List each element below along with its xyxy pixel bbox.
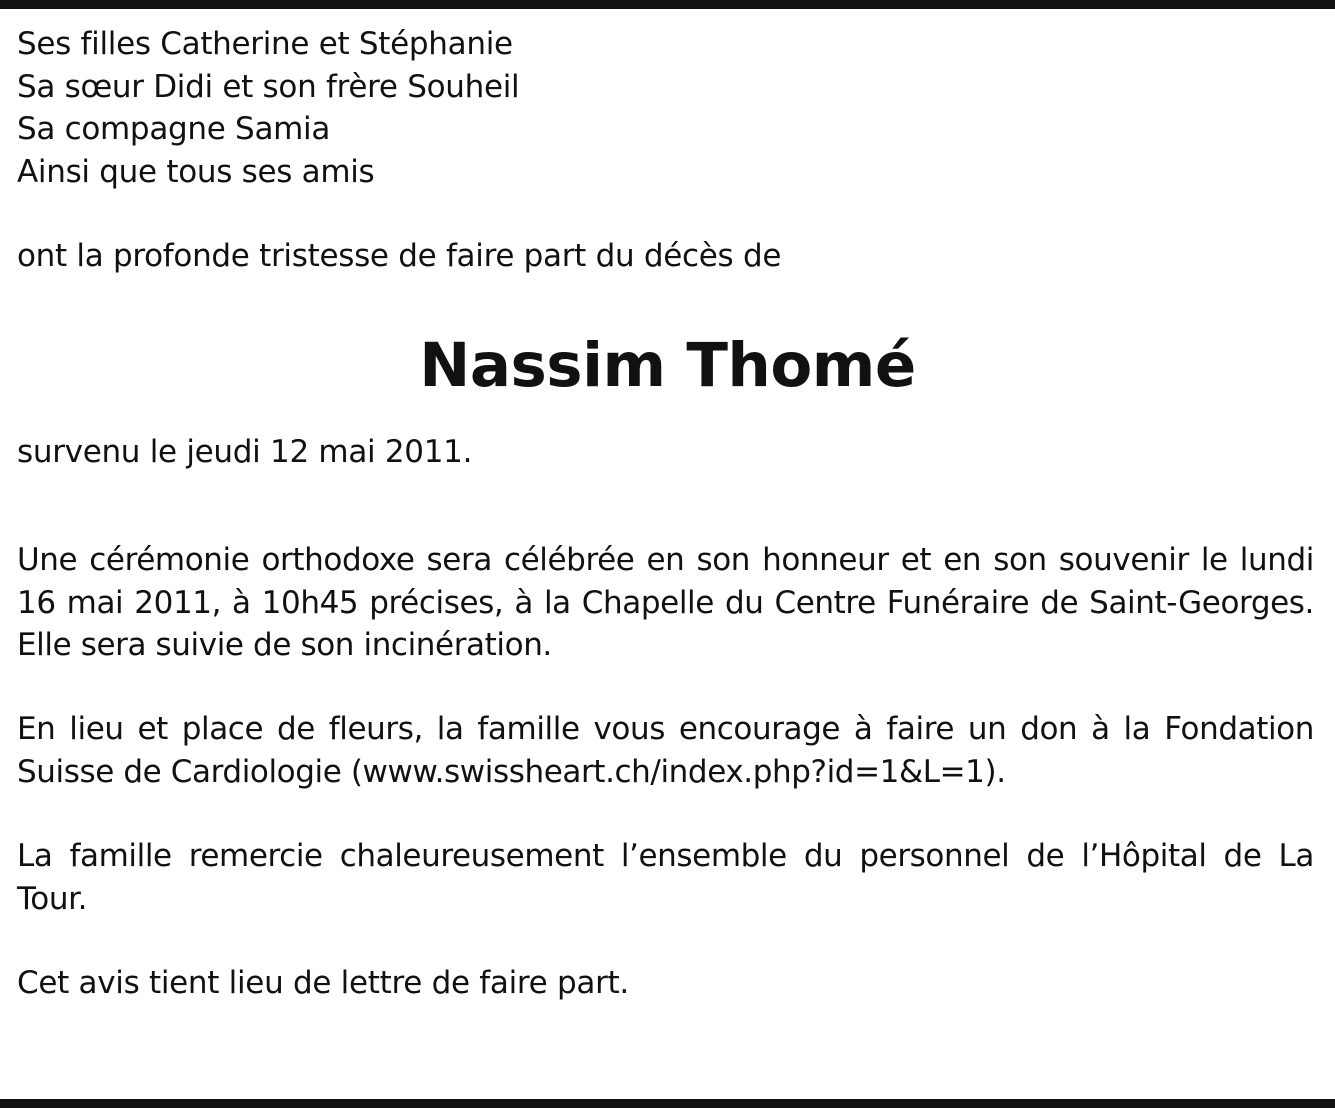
deceased-name: Nassim Thomé bbox=[419, 330, 916, 401]
announcement-text: ont la profonde tristesse de faire part du décès de bbox=[17, 238, 782, 274]
bottom-border-rule bbox=[0, 1099, 1335, 1108]
family-line-daughters: Ses filles Catherine et Stéphanie bbox=[17, 26, 513, 62]
ceremony-paragraph: Une cérémonie orthodoxe sera célébrée en son honneur et en son souvenir le lundi 16 mai 2011, à 10h45 précises, à la Chapelle du Centre Funéraire de Saint-Georges. Elle sera suivie de son incinération. bbox=[17, 542, 1314, 663]
death-date-line: survenu le jeudi 12 mai 2011. bbox=[17, 434, 473, 470]
thanks-paragraph: La famille remercie chaleureusement l’ensemble du personnel de l’Hôpital de La Tour. bbox=[17, 838, 1314, 917]
family-line-partner: Sa compagne Samia bbox=[17, 111, 331, 147]
donation-paragraph: En lieu et place de fleurs, la famille vous encourage à faire un don à la Fondation Suisse de Cardiologie (www.swissheart.ch/index.php?id=1&L=1). bbox=[17, 711, 1314, 790]
family-list bbox=[17, 23, 1314, 193]
family-line-siblings: Sa sœur Didi et son frère Souheil bbox=[17, 68, 520, 105]
closing-line: Cet avis tient lieu de lettre de faire part. bbox=[17, 965, 629, 1001]
top-border-rule bbox=[0, 0, 1335, 9]
family-line-friends: Ainsi que tous ses amis bbox=[17, 153, 375, 190]
